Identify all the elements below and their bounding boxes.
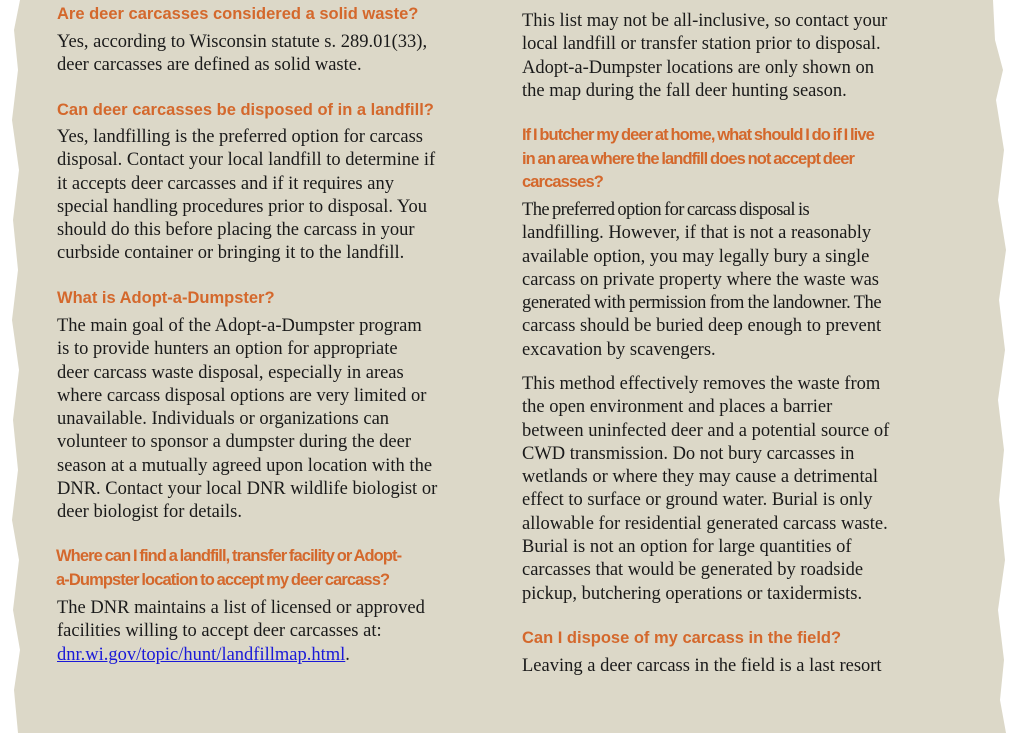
question-solid-waste: Are deer carcasses considered a solid waste?	[57, 5, 419, 23]
answer-solid-waste: Yes, according to Wisconsin statute s. 289.01(33), deer carcasses are defined as solid waste.	[57, 32, 428, 76]
question-dispose-in-field: Can I dispose of my carcass in the field?	[522, 629, 842, 647]
question-butcher-at-home: If I butcher my deer at home, what should I do if I live in an area where the landfill does not accept deer carcasses?	[522, 126, 874, 191]
answer-adopt-a-dumpster: The main goal of the Adopt-a-Dumpster program is to provide hunters an option for appropriate deer carcass waste disposal, especially in areas where carcass disposal options are very limited or unavailable. Individuals or organizations can volunteer to sponsor a dumpster during the deer season at a mutually agreed upon location with the DNR. Contact your local DNR wildlife biologist or deer biologist for details.	[57, 316, 438, 523]
landfill-map-link[interactable]: dnr.wi.gov/topic/hunt/landfillmap.html	[57, 644, 346, 665]
answer-landfill: Yes, landfilling is the preferred option for carcass disposal. Contact your local landfill to determine if it accepts deer carcasses and if it requires any special handling procedures prior to disposal. You should do this before placing the carcass in your curbside container or bringing it to the landfill.	[57, 127, 436, 264]
answer-butcher-at-home: The preferred option for carcass disposal is landfilling. However, if that is not a reasonably available option, you may legally bury a single carcass on private property where the waste was generated with permission from the landowner. The carcass should be buried deep enough to prevent excavation by scavengers.	[522, 200, 882, 360]
question-landfill: Can deer carcasses be disposed of in a landfill?	[57, 101, 434, 119]
intro-paragraph: This list may not be all-inclusive, so contact your local landfill or transfer station prior to disposal. Adopt-a-Dumpster locations are only shown on the map during the fall deer hunting season.	[522, 11, 888, 101]
answer-dispose-in-field: Leaving a deer carcass in the field is a last resort	[522, 656, 882, 676]
question-find-landfill: Where can I find a landfill, transfer facility or Adopt- a-Dumpster location to accept my deer carcass?	[56, 547, 402, 589]
question-adopt-a-dumpster: What is Adopt-a-Dumpster?	[57, 289, 275, 307]
answer-burial-method: This method effectively removes the waste from the open environment and places a barrier between uninfected deer and a potential source of CWD transmission. Do not bury carcasses in wetlands or where they may cause a detrimental effect to surface or ground water. Burial is only allowable for residential generated carcass waste. Burial is not an option for large quantities of carcasses that would be generated by roadside pickup, butchering operations or taxidermists.	[522, 374, 890, 604]
answer-find-landfill: The DNR maintains a list of licensed or approved facilities willing to accept deer carcasses at: dnr.wi.gov/topic/hunt/landfillmap.html.	[57, 598, 425, 665]
